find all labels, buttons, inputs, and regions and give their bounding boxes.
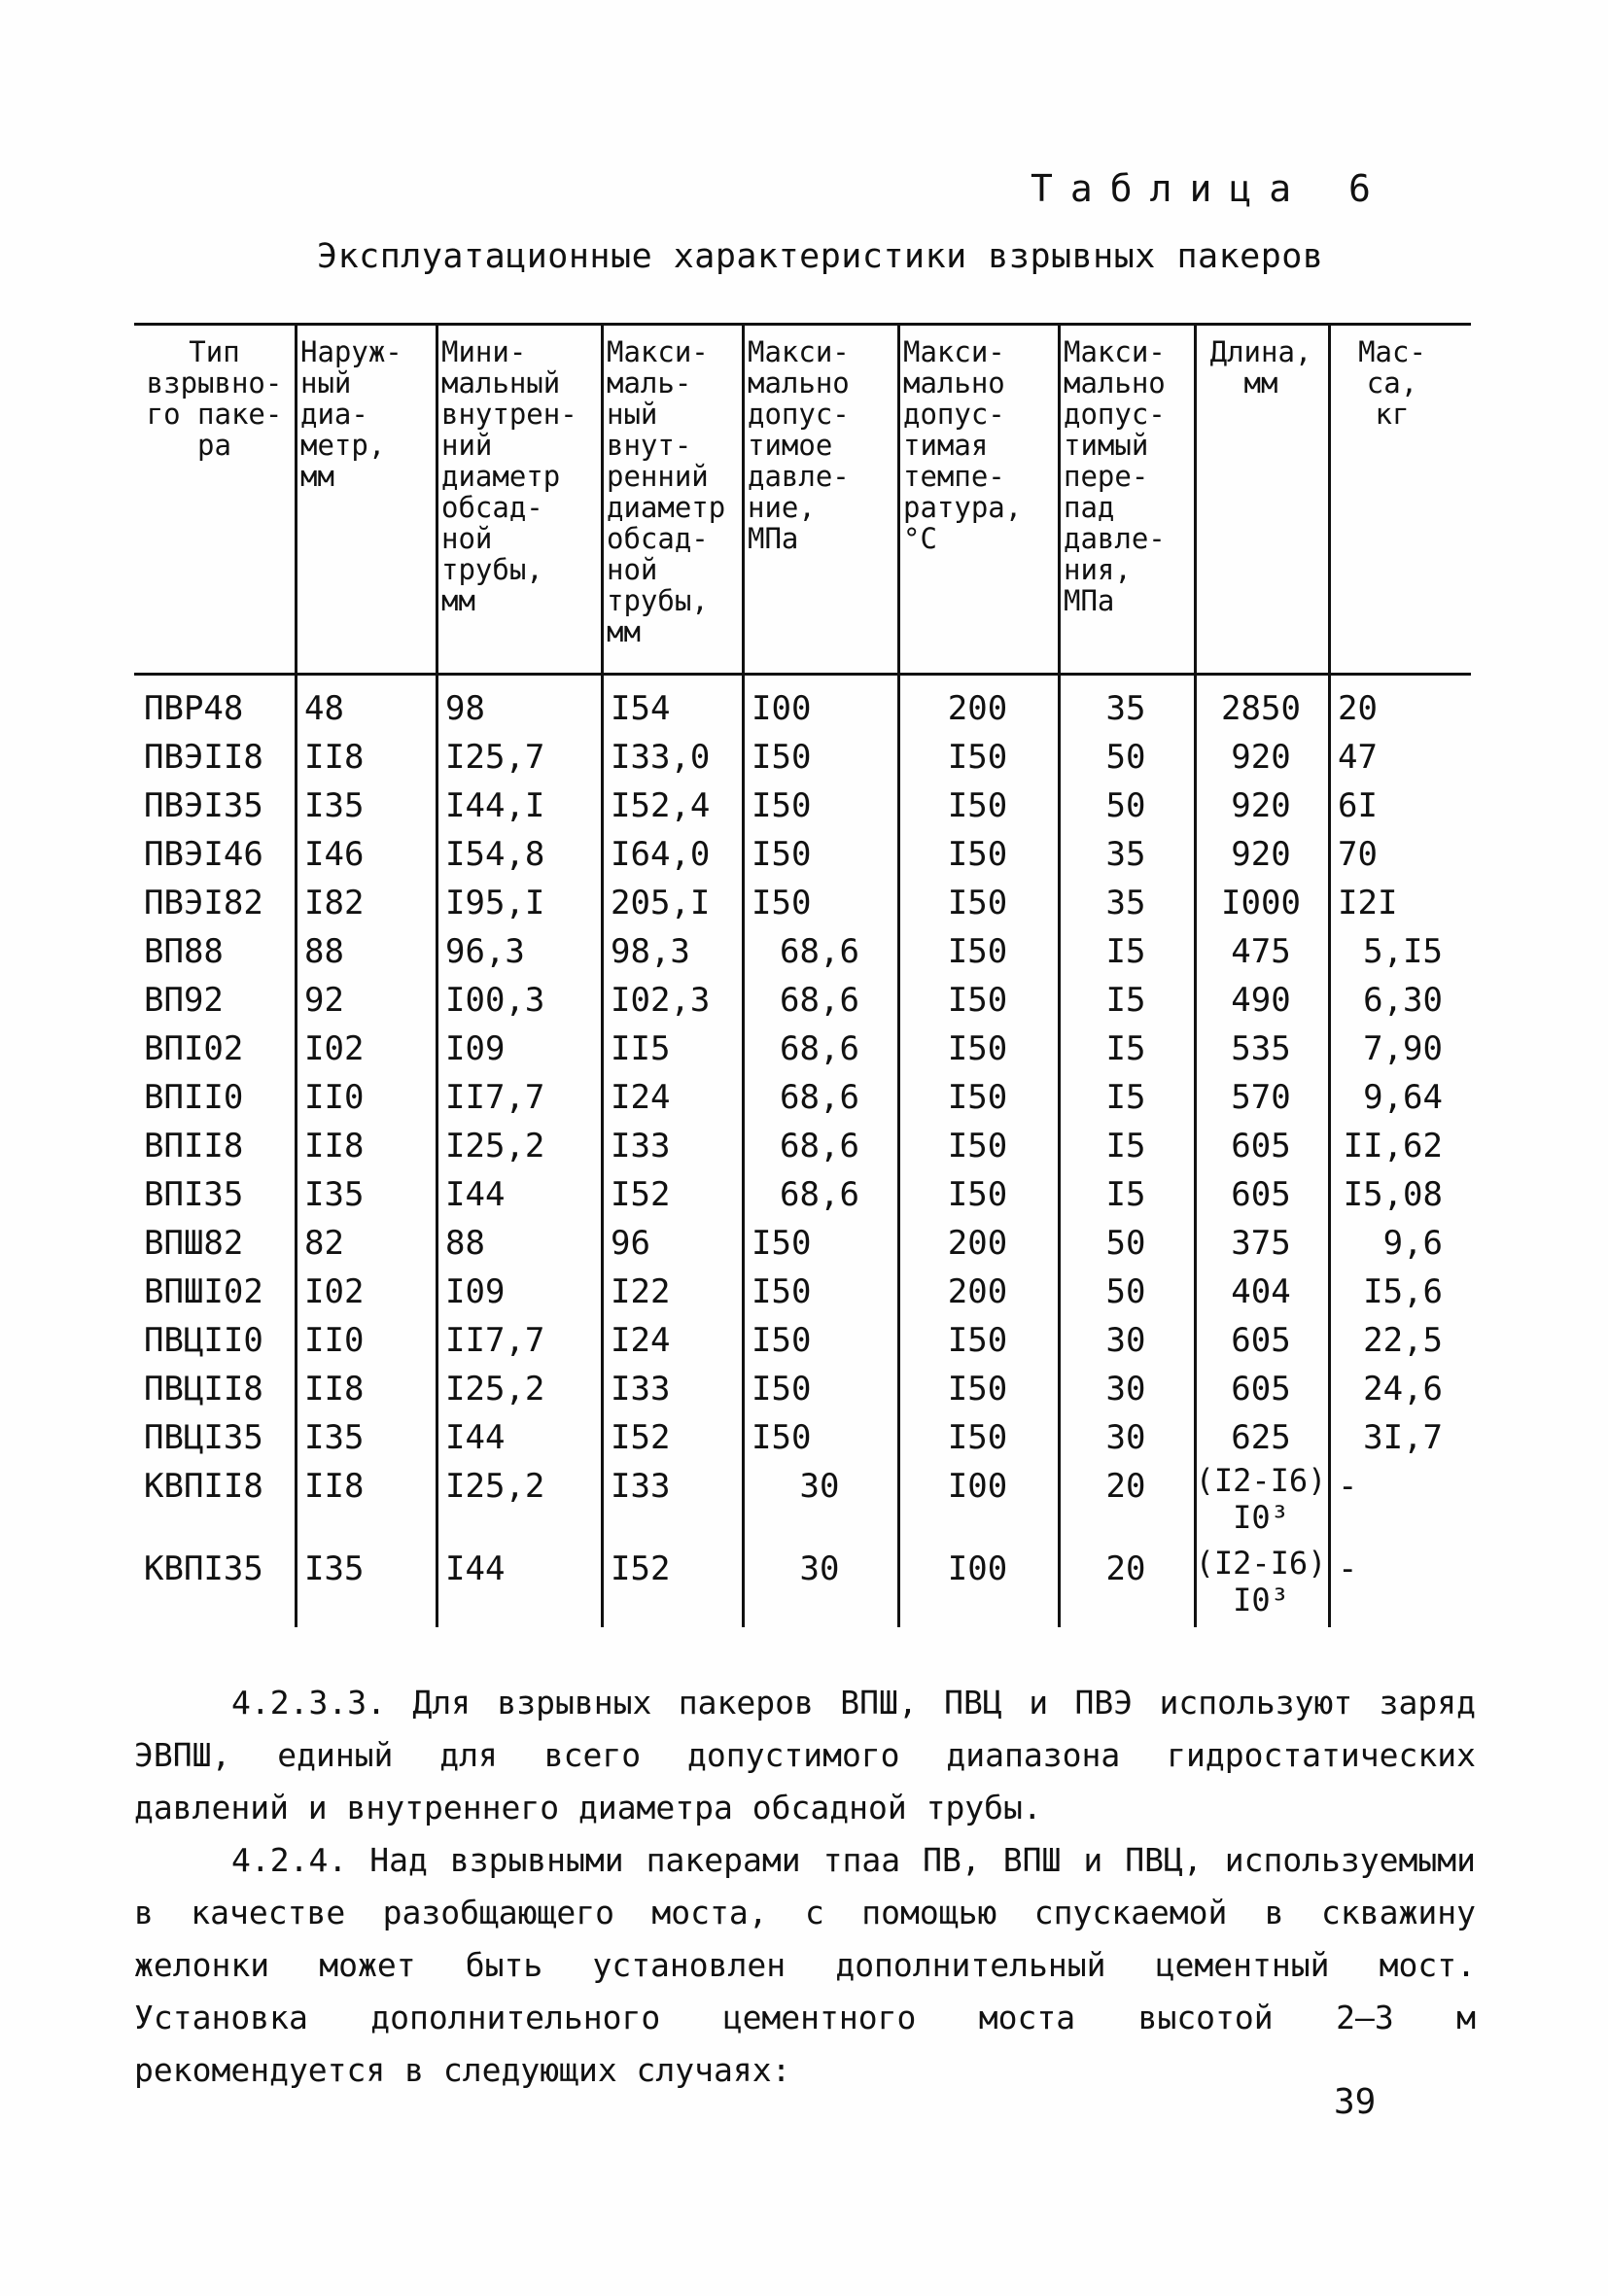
table-cell: I82 <box>304 884 365 922</box>
table-cell: I5,08 <box>1343 1175 1443 1214</box>
table-cell: I35 <box>304 1418 365 1457</box>
table-cell: 88 <box>445 1224 485 1263</box>
table-cell: I5 <box>1105 1078 1146 1117</box>
table-cell: II0 <box>304 1321 365 1360</box>
table-cell: I09 <box>445 1272 506 1311</box>
table-cell: I24 <box>611 1321 671 1360</box>
table-cell: 20 <box>1338 689 1378 728</box>
packer-type-cell: ПВР48 <box>144 689 244 728</box>
packer-type-cell: КВПI35 <box>144 1549 263 1588</box>
table-cell: I33 <box>611 1127 671 1165</box>
table-cell: (I2-I6) I0³ <box>1195 1462 1327 1536</box>
table-cell: II,62 <box>1343 1127 1443 1165</box>
table-cell: 490 <box>1231 981 1291 1020</box>
table-cell: I44 <box>445 1418 506 1457</box>
table-cell: 68,6 <box>780 981 859 1020</box>
table-cell: 70 <box>1338 835 1378 874</box>
table-cell: I54 <box>611 689 671 728</box>
table-cell: I33 <box>611 1467 671 1506</box>
packer-type-cell: ВП88 <box>144 932 224 971</box>
table-cell: I5 <box>1105 1127 1146 1165</box>
table-cell: I50 <box>752 1224 812 1263</box>
table-cell: I44,I <box>445 786 545 825</box>
table-cell: I50 <box>752 835 812 874</box>
table-cell: 68,6 <box>780 1078 859 1117</box>
packer-type-cell: КВПII8 <box>144 1467 263 1506</box>
table-cell: 605 <box>1231 1127 1291 1165</box>
table-cell: I95,I <box>445 884 545 922</box>
table-cell: I5 <box>1105 1175 1146 1214</box>
table-cell: I64,0 <box>611 835 711 874</box>
table-cell: 68,6 <box>780 1029 859 1068</box>
packer-type-cell: ВПI02 <box>144 1029 244 1068</box>
page-number: 39 <box>1334 2082 1377 2122</box>
table-header-cell: Макси- мально допус- тимая темпе- ратура, °С <box>903 335 1023 555</box>
table-cell: 98 <box>445 689 485 728</box>
table-cell: 6I <box>1338 786 1378 825</box>
table-cell: 535 <box>1231 1029 1291 1068</box>
table-cell: II5 <box>611 1029 671 1068</box>
table-cell: 375 <box>1231 1224 1291 1263</box>
table-cell: 30 <box>1105 1418 1146 1457</box>
table-cell: 35 <box>1105 689 1146 728</box>
table-cell: I50 <box>947 932 1008 971</box>
table-cell: 5,I5 <box>1363 932 1443 971</box>
table-header-cell: Тип взрывно- го паке- ра <box>146 335 283 462</box>
table-cell: I52,4 <box>611 786 711 825</box>
table-cell: 30 <box>799 1549 840 1588</box>
table-cell: 475 <box>1231 932 1291 971</box>
table-cell: I5 <box>1105 1029 1146 1068</box>
table-cell: 50 <box>1105 738 1146 777</box>
table-caption: Эксплуатационные характеристики взрывных пакеров <box>317 237 1324 276</box>
packer-type-cell: ПВЦI35 <box>144 1418 263 1457</box>
table-cell: 920 <box>1231 738 1291 777</box>
table-cell: I50 <box>947 835 1008 874</box>
table-cell: I50 <box>947 1370 1008 1409</box>
table-cell: I00,3 <box>445 981 545 1020</box>
table-cell: - <box>1338 1549 1358 1588</box>
table-cell: I33 <box>611 1370 671 1409</box>
table-cell: 35 <box>1105 835 1146 874</box>
table-top-rule <box>134 323 1471 326</box>
table-cell: I02 <box>304 1029 365 1068</box>
table-cell: 30 <box>799 1467 840 1506</box>
table-cell: I50 <box>752 786 812 825</box>
table-cell: I02 <box>304 1272 365 1311</box>
packer-type-cell: ПВЭII8 <box>144 738 263 777</box>
table-cell: I2I <box>1338 884 1398 922</box>
table-cell: I50 <box>947 1175 1008 1214</box>
table-cell: 2850 <box>1221 689 1301 728</box>
packer-type-cell: ВПII0 <box>144 1078 244 1117</box>
table-cell: 605 <box>1231 1175 1291 1214</box>
table-header-cell: Макси- мально допус- тимый пере- пад давле- ния, МПа <box>1064 335 1166 617</box>
packer-type-cell: ВП92 <box>144 981 224 1020</box>
table-cell: 30 <box>1105 1321 1146 1360</box>
packer-type-cell: ВПII8 <box>144 1127 244 1165</box>
table-cell: 9,64 <box>1363 1078 1443 1117</box>
table-cell: 404 <box>1231 1272 1291 1311</box>
table-cell: I50 <box>752 1321 812 1360</box>
table-cell: I44 <box>445 1175 506 1214</box>
table-cell: I50 <box>947 884 1008 922</box>
table-cell: I35 <box>304 786 365 825</box>
table-header-cell: Длина, мм <box>1209 335 1312 400</box>
table-cell: 605 <box>1231 1370 1291 1409</box>
table-cell: I46 <box>304 835 365 874</box>
table-cell: II8 <box>304 1370 365 1409</box>
packer-type-cell: ПВЦII8 <box>144 1370 263 1409</box>
table-cell: I50 <box>947 786 1008 825</box>
table-cell: 9,6 <box>1382 1224 1443 1263</box>
table-cell: II8 <box>304 1467 365 1506</box>
specs-table <box>134 323 1471 1627</box>
table-cell: 205,I <box>611 884 711 922</box>
table-cell: 20 <box>1105 1549 1146 1588</box>
table-header-rule <box>134 673 1471 676</box>
paragraph-4-2-3-3 <box>134 1677 1476 1834</box>
packer-type-cell: ПВЭI82 <box>144 884 263 922</box>
table-cell: 96,3 <box>445 932 525 971</box>
table-header-cell: Мини- мальный внутрен- ний диаметр обсад- ной трубы, мм <box>441 335 577 617</box>
packer-type-cell: ПВЭI46 <box>144 835 263 874</box>
table-cell: II0 <box>304 1078 365 1117</box>
table-cell: 200 <box>947 689 1008 728</box>
table-cell: I50 <box>947 1078 1008 1117</box>
table-cell: I24 <box>611 1078 671 1117</box>
table-cell: I50 <box>947 1029 1008 1068</box>
table-cell: 20 <box>1105 1467 1146 1506</box>
table-cell: 30 <box>1105 1370 1146 1409</box>
table-cell: 68,6 <box>780 932 859 971</box>
table-cell: I00 <box>947 1549 1008 1588</box>
table-cell: I5 <box>1105 932 1146 971</box>
table-cell: I50 <box>947 1418 1008 1457</box>
table-cell: 605 <box>1231 1321 1291 1360</box>
table-cell: 88 <box>304 932 344 971</box>
table-cell: I50 <box>752 884 812 922</box>
table-cell: 7,90 <box>1363 1029 1443 1068</box>
table-cell: 200 <box>947 1224 1008 1263</box>
table-cell: 35 <box>1105 884 1146 922</box>
table-cell: I000 <box>1221 884 1301 922</box>
paragraph-4-2-4 <box>134 1834 1476 2097</box>
table-header-cell: Макси- маль- ный внут- ренний диаметр обсад- ной трубы, мм <box>607 335 726 648</box>
table-cell: I50 <box>947 981 1008 1020</box>
table-cell: II7,7 <box>445 1321 545 1360</box>
table-cell: I50 <box>752 1272 812 1311</box>
paragraph-text: 4.2.3.3. Для взрывных пакеров ВПШ, ПВЦ и ПВЭ используют заряд ЭВПШ, единый для всего допустимого диапазона гидростатических давлений и внутреннего диаметра обсадной трубы. <box>134 1684 1476 1826</box>
table-cell: 200 <box>947 1272 1008 1311</box>
table-cell: I52 <box>611 1418 671 1457</box>
table-cell: I50 <box>752 1418 812 1457</box>
table-cell: I02,3 <box>611 981 711 1020</box>
table-cell: I22 <box>611 1272 671 1311</box>
table-cell: (I2-I6) I0³ <box>1195 1545 1327 1618</box>
paragraph-text: 4.2.4. Над взрывными пакерами тпаа ПВ, ВПШ и ПВЦ, используемыми в качестве разобщающего моста, с помощью спускаемой в скважину желонки может быть установлен дополнительный цементный мост. Установка дополнительного цементного моста высотой 2–3 м рекомендуется в следующих случаях: <box>134 1841 1476 2089</box>
table-cell: 96 <box>611 1224 650 1263</box>
packer-type-cell: ВПШ82 <box>144 1224 244 1263</box>
table-cell: - <box>1338 1467 1358 1506</box>
table-cell: 920 <box>1231 786 1291 825</box>
table-cell: 47 <box>1338 738 1378 777</box>
table-header-cell: Мас- са, кг <box>1358 335 1426 431</box>
table-cell: 92 <box>304 981 344 1020</box>
table-cell: II8 <box>304 1127 365 1165</box>
table-cell: I52 <box>611 1549 671 1588</box>
table-cell: I52 <box>611 1175 671 1214</box>
table-cell: 68,6 <box>780 1127 859 1165</box>
table-cell: I50 <box>752 738 812 777</box>
table-cell: 24,6 <box>1363 1370 1443 1409</box>
table-cell: I25,2 <box>445 1127 545 1165</box>
table-header-cell: Макси- мально допус- тимое давле- ние, МПа <box>748 335 850 555</box>
table-cell: 3I,7 <box>1363 1418 1443 1457</box>
table-cell: I50 <box>947 1321 1008 1360</box>
table-cell: 22,5 <box>1363 1321 1443 1360</box>
table-cell: I50 <box>947 1127 1008 1165</box>
table-cell: 570 <box>1231 1078 1291 1117</box>
packer-type-cell: ПВЭI35 <box>144 786 263 825</box>
table-cell: I5,6 <box>1363 1272 1443 1311</box>
table-cell: 920 <box>1231 835 1291 874</box>
table-cell: I54,8 <box>445 835 545 874</box>
table-cell: 48 <box>304 689 344 728</box>
table-cell: 98,3 <box>611 932 690 971</box>
table-cell: 82 <box>304 1224 344 1263</box>
table-cell: I25,2 <box>445 1370 545 1409</box>
table-cell: I00 <box>752 689 812 728</box>
table-cell: I25,2 <box>445 1467 545 1506</box>
table-cell: 50 <box>1105 1272 1146 1311</box>
table-cell: I35 <box>304 1175 365 1214</box>
table-cell: 68,6 <box>780 1175 859 1214</box>
table-cell: 50 <box>1105 1224 1146 1263</box>
table-cell: 6,30 <box>1363 981 1443 1020</box>
table-cell: I44 <box>445 1549 506 1588</box>
table-cell: I50 <box>947 738 1008 777</box>
table-header-cell: Наруж- ный диа- метр, мм <box>300 335 402 493</box>
table-label: Таблица 6 <box>1031 167 1388 210</box>
table-cell: II7,7 <box>445 1078 545 1117</box>
table-cell: I50 <box>752 1370 812 1409</box>
table-cell: I5 <box>1105 981 1146 1020</box>
table-cell: I33,0 <box>611 738 711 777</box>
table-cell: I09 <box>445 1029 506 1068</box>
table-cell: 625 <box>1231 1418 1291 1457</box>
table-cell: I35 <box>304 1549 365 1588</box>
table-cell: I00 <box>947 1467 1008 1506</box>
packer-type-cell: ВПI35 <box>144 1175 244 1214</box>
packer-type-cell: ВПШI02 <box>144 1272 263 1311</box>
packer-type-cell: ПВЦII0 <box>144 1321 263 1360</box>
table-cell: I25,7 <box>445 738 545 777</box>
table-cell: II8 <box>304 738 365 777</box>
table-cell: 50 <box>1105 786 1146 825</box>
